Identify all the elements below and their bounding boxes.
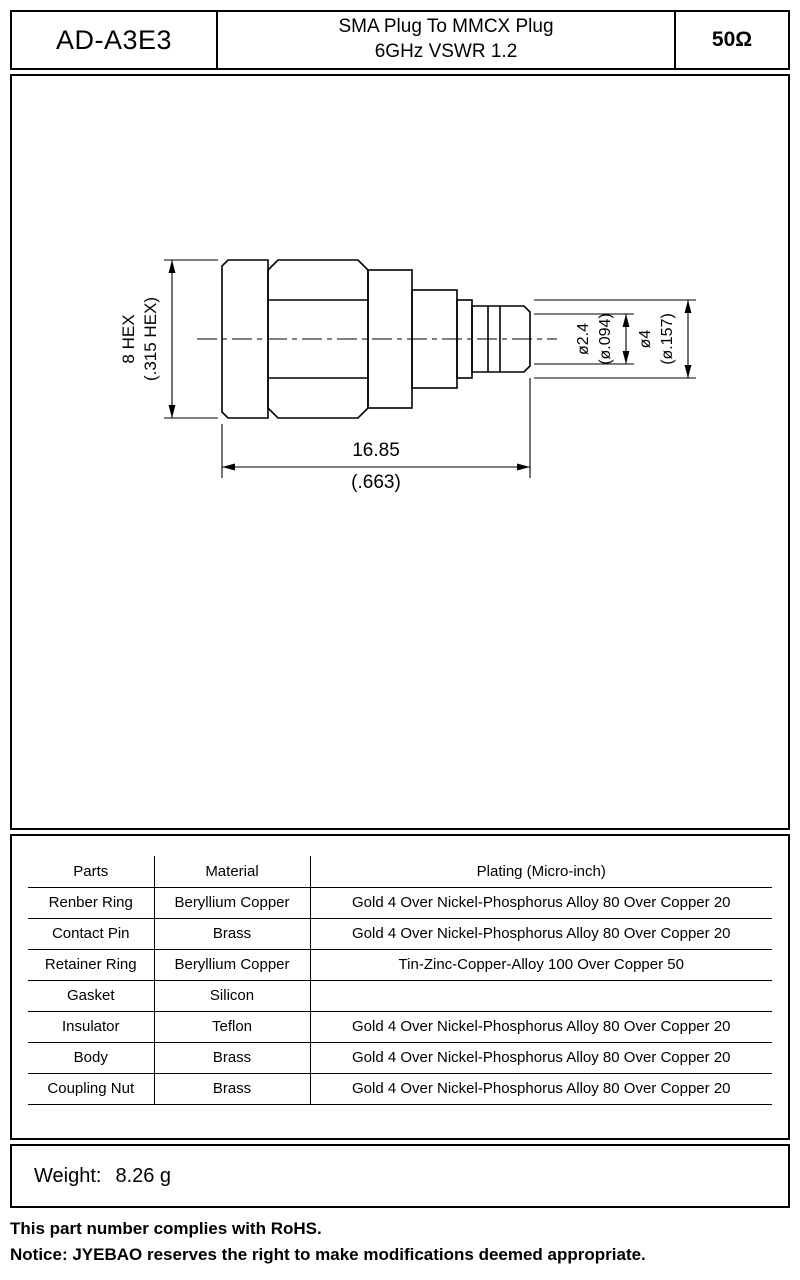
part-number: AD-A3E3 xyxy=(12,12,218,68)
part-material: Brass xyxy=(154,1073,310,1104)
title-block xyxy=(10,10,790,70)
dim-hex-inches-label: (.315 HEX) xyxy=(141,296,160,382)
dimension-labels xyxy=(119,297,676,493)
part-name: Gasket xyxy=(28,980,154,1011)
part-material: Teflon xyxy=(154,1011,310,1042)
part-name: Coupling Nut xyxy=(28,1073,154,1104)
dim-d1-inches-label: (ø.094) xyxy=(597,313,614,365)
part-material: Brass xyxy=(154,1042,310,1073)
part-material: Brass xyxy=(154,918,310,949)
materials-panel xyxy=(10,834,790,1140)
impedance-badge: 50Ω xyxy=(711,28,753,51)
table-row xyxy=(28,1042,772,1073)
technical-drawing xyxy=(12,76,788,828)
part-material: Beryllium Copper xyxy=(154,949,310,980)
table-row xyxy=(28,887,772,918)
footer-notices xyxy=(10,1216,646,1268)
weight-panel xyxy=(10,1144,790,1208)
weight-value: 8.26 g xyxy=(115,1164,172,1187)
part-plating: Gold 4 Over Nickel-Phosphorus Alloy 80 Over Copper 20 xyxy=(310,1011,772,1042)
part-plating xyxy=(310,980,772,1011)
part-name: Renber Ring xyxy=(28,887,154,918)
drawing-panel xyxy=(10,74,790,830)
table-row xyxy=(28,949,772,980)
part-plating: Tin-Zinc-Copper-Alloy 100 Over Copper 50 xyxy=(310,949,772,980)
dim-d2-label: ø4 xyxy=(637,329,654,349)
part-material: Beryllium Copper xyxy=(154,887,310,918)
product-title xyxy=(218,12,676,68)
dim-d1-label: ø2.4 xyxy=(575,322,592,356)
weight-label: Weight: xyxy=(34,1164,102,1187)
product-title-line1: SMA Plug To MMCX Plug xyxy=(338,16,554,38)
col-header-material: Material xyxy=(154,856,310,887)
part-plating: Gold 4 Over Nickel-Phosphorus Alloy 80 Over Copper 20 xyxy=(310,1073,772,1104)
col-header-plating: Plating (Micro-inch) xyxy=(310,856,772,887)
col-header-parts: Parts xyxy=(28,856,154,887)
rohs-notice: This part number complies with RoHS. xyxy=(10,1219,322,1238)
dim-length-label: 16.85 xyxy=(352,440,400,461)
table-row xyxy=(28,1073,772,1104)
table-header-row xyxy=(28,856,772,887)
dim-length-inches-label: (.663) xyxy=(351,472,401,493)
part-material: Silicon xyxy=(154,980,310,1011)
table-row xyxy=(28,1011,772,1042)
modification-notice: Notice: JYEBAO reserves the right to make modifications deemed appropriate. xyxy=(10,1245,646,1264)
dimension-lines xyxy=(164,260,696,478)
materials-table xyxy=(28,856,772,1105)
dim-d2-inches-label: (ø.157) xyxy=(659,313,676,365)
table-row xyxy=(28,980,772,1011)
part-name: Retainer Ring xyxy=(28,949,154,980)
part-name: Insulator xyxy=(28,1011,154,1042)
part-name: Contact Pin xyxy=(28,918,154,949)
part-plating: Gold 4 Over Nickel-Phosphorus Alloy 80 Over Copper 20 xyxy=(310,1042,772,1073)
table-row xyxy=(28,918,772,949)
part-plating: Gold 4 Over Nickel-Phosphorus Alloy 80 Over Copper 20 xyxy=(310,918,772,949)
part-plating: Gold 4 Over Nickel-Phosphorus Alloy 80 Over Copper 20 xyxy=(310,887,772,918)
dim-hex-label: 8 HEX xyxy=(119,314,138,364)
part-name: Body xyxy=(28,1042,154,1073)
product-title-line2: 6GHz VSWR 1.2 xyxy=(374,41,518,62)
